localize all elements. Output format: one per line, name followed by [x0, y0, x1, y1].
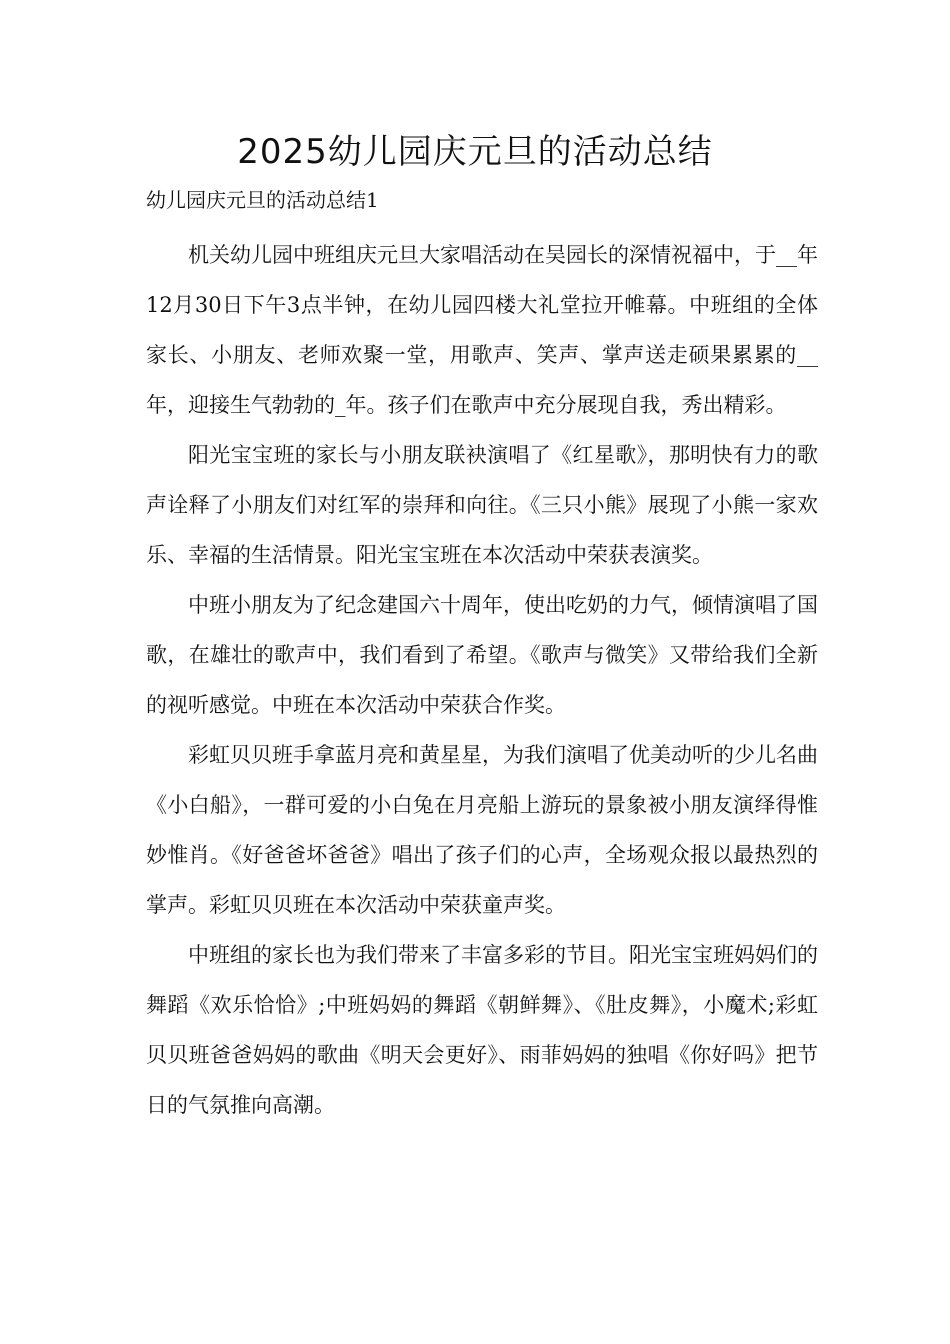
paragraph: 中班小朋友为了纪念建国六十周年，使出吃奶的力气，倾情演唱了国歌，在雄壮的歌声中，我们看到了希望。《歌声与微笑》又带给我们全新的视听感觉。中班在本次活动中荣获合作奖。	[146, 593, 818, 717]
document-body	[146, 230, 818, 1130]
paragraph: 中班组的家长也为我们带来了丰富多彩的节目。阳光宝宝班妈妈们的舞蹈《欢乐恰恰》;中班妈妈的舞蹈《朝鲜舞》、《肚皮舞》，小魔术;彩虹贝贝班爸爸妈妈的歌曲《明天会更好》、雨菲妈妈的独唱《你好吗》把节日的气氛推向高潮。	[146, 943, 818, 1117]
paragraph: 机关幼儿园中班组庆元旦大家唱活动在吴园长的深情祝福中，于__年12月30日下午3点半钟，在幼儿园四楼大礼堂拉开帷幕。中班组的全体家长、小朋友、老师欢聚一堂，用歌声、笑声、掌声送走硕果累累的__年，迎接生气勃勃的_年。孩子们在歌声中充分展现自我，秀出精彩。	[146, 243, 818, 417]
document-title: 2025幼儿园庆元旦的活动总结	[237, 132, 713, 172]
section-subtitle: 幼儿园庆元旦的活动总结1	[146, 188, 379, 212]
paragraph: 彩虹贝贝班手拿蓝月亮和黄星星，为我们演唱了优美动听的少儿名曲《小白船》，一群可爱的小白兔在月亮船上游玩的景象被小朋友演绎得惟妙惟肖。《好爸爸坏爸爸》唱出了孩子们的心声，全场观众报以最热烈的掌声。彩虹贝贝班在本次活动中荣获童声奖。	[146, 743, 818, 917]
paragraph: 阳光宝宝班的家长与小朋友联袂演唱了《红星歌》，那明快有力的歌声诠释了小朋友们对红军的崇拜和向往。《三只小熊》展现了小熊一家欢乐、幸福的生活情景。阳光宝宝班在本次活动中荣获表演奖。	[146, 443, 818, 567]
